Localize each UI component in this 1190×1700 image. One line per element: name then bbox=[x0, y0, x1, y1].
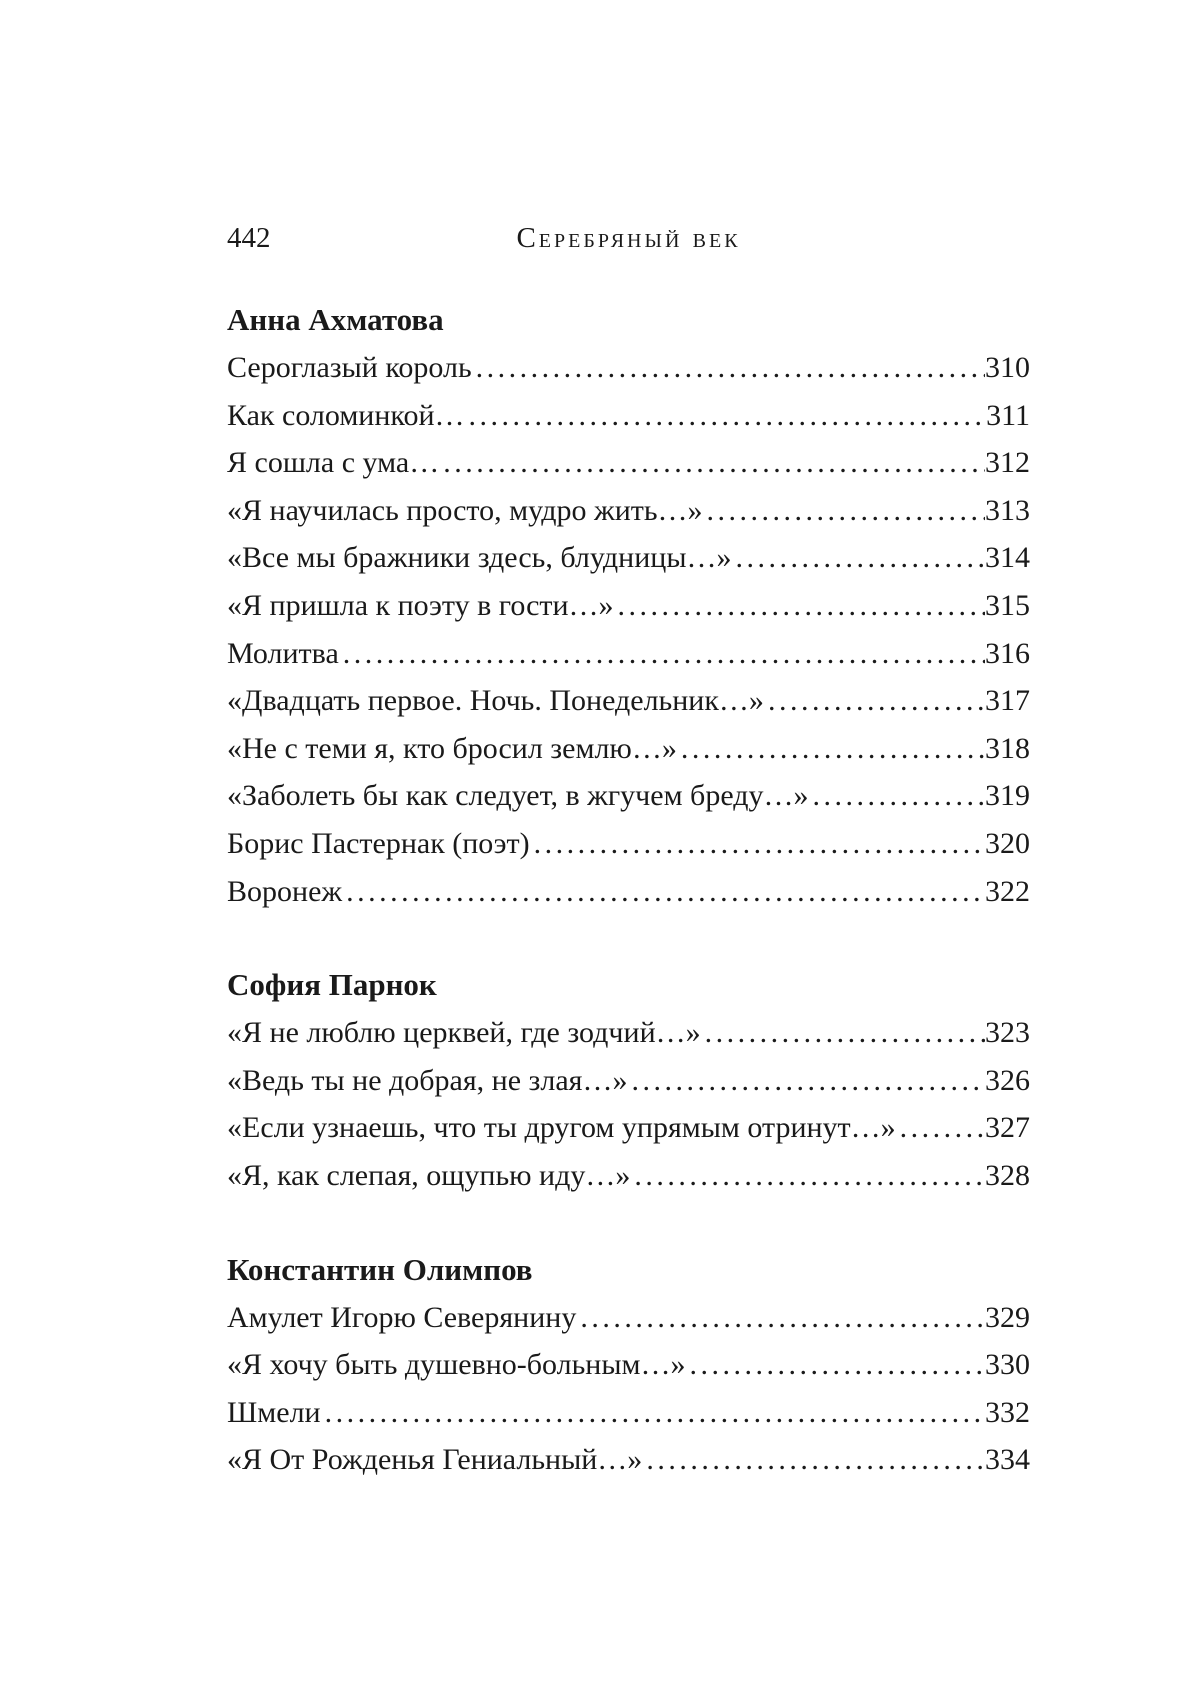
toc-entry[interactable] bbox=[227, 630, 1030, 678]
toc-entry[interactable] bbox=[227, 820, 1030, 868]
toc-section-olimpov bbox=[227, 1246, 1030, 1484]
section-author: Константин Олимпов bbox=[227, 1251, 533, 1287]
dot-leader bbox=[732, 534, 985, 582]
dot-leader bbox=[809, 772, 986, 820]
dot-leader bbox=[896, 1104, 985, 1152]
toc-entry[interactable] bbox=[227, 1152, 1030, 1200]
entry-title: Амулет Игорю Северянину bbox=[227, 1300, 577, 1334]
toc-entry[interactable] bbox=[227, 1341, 1030, 1389]
entry-page: 319 bbox=[985, 779, 1030, 813]
entry-title: «Все мы бражники здесь, блудницы…» bbox=[227, 541, 732, 575]
dot-leader bbox=[614, 582, 985, 630]
dot-leader bbox=[701, 1009, 985, 1057]
entry-title: «Ведь ты не добрая, не злая…» bbox=[227, 1063, 628, 1097]
toc-entry[interactable] bbox=[227, 772, 1030, 820]
toc-section-parnok bbox=[227, 961, 1030, 1199]
entry-title: «Если узнаешь, что ты другом упрямым отринут…» bbox=[227, 1111, 896, 1145]
entry-title: Молитва bbox=[227, 636, 339, 670]
entry-page: 323 bbox=[985, 1016, 1030, 1050]
entry-title: «Не с теми я, кто бросил землю…» bbox=[227, 731, 677, 765]
entry-page: 330 bbox=[985, 1348, 1030, 1382]
toc-entry[interactable] bbox=[227, 439, 1030, 487]
toc-entry[interactable] bbox=[227, 1057, 1030, 1105]
dot-leader bbox=[530, 820, 985, 868]
entry-title: Воронеж bbox=[227, 874, 343, 908]
toc-entry[interactable] bbox=[227, 392, 1030, 440]
dot-leader bbox=[677, 725, 985, 773]
entry-page: 318 bbox=[985, 731, 1030, 765]
dot-leader bbox=[576, 1294, 985, 1342]
dot-leader bbox=[630, 1152, 985, 1200]
entry-page: 316 bbox=[985, 636, 1030, 670]
dot-leader bbox=[342, 868, 985, 916]
dot-leader bbox=[465, 392, 987, 440]
dot-leader bbox=[686, 1341, 986, 1389]
section-author: Анна Ахматова bbox=[227, 302, 444, 337]
entry-title: «Я, как слепая, ощупью иду…» bbox=[227, 1158, 631, 1192]
toc-entry[interactable] bbox=[227, 725, 1030, 773]
toc-entry[interactable] bbox=[227, 582, 1030, 630]
entry-list bbox=[227, 1294, 1030, 1484]
entry-list bbox=[227, 344, 1030, 915]
toc-entry[interactable] bbox=[227, 677, 1030, 725]
toc-entry[interactable] bbox=[227, 1009, 1030, 1057]
dot-leader bbox=[472, 344, 985, 392]
entry-title: Сероглазый король bbox=[227, 351, 472, 384]
toc-entry[interactable] bbox=[227, 1104, 1030, 1152]
entry-page: 310 bbox=[985, 351, 1030, 384]
entry-title: Борис Пастернак (поэт) bbox=[227, 826, 530, 860]
section-author: София Парнок bbox=[227, 967, 437, 1003]
entry-title: «Заболеть бы как следует, в жгучем бреду…» bbox=[227, 779, 809, 813]
entry-title: «Я пришла к поэту в гости…» bbox=[227, 588, 614, 622]
page-number: 442 bbox=[227, 222, 271, 254]
dot-leader bbox=[439, 439, 985, 487]
entry-title: «Я научилась просто, мудро жить…» bbox=[227, 493, 703, 527]
toc-entry[interactable] bbox=[227, 1389, 1030, 1437]
toc-entry[interactable] bbox=[227, 1436, 1030, 1484]
toc-entry[interactable] bbox=[227, 1294, 1030, 1342]
entry-title: Шмели bbox=[227, 1395, 321, 1429]
dot-leader bbox=[339, 630, 985, 678]
entry-page: 312 bbox=[985, 446, 1030, 480]
entry-title: «Я От Рожденья Гениальный…» bbox=[227, 1443, 643, 1477]
dot-leader bbox=[764, 677, 985, 725]
entry-title: Как соломинкой… bbox=[227, 398, 465, 432]
toc-entry[interactable] bbox=[227, 487, 1030, 535]
entry-title: «Я хочу быть душевно-больным…» bbox=[227, 1348, 686, 1382]
running-head bbox=[227, 218, 1030, 258]
entry-title: «Двадцать первое. Ночь. Понедельник…» bbox=[227, 684, 764, 718]
entry-page: 313 bbox=[985, 493, 1030, 527]
dot-leader bbox=[703, 487, 985, 535]
toc-entry[interactable] bbox=[227, 868, 1030, 916]
entry-page: 332 bbox=[985, 1395, 1030, 1429]
entry-page: 322 bbox=[985, 874, 1030, 908]
entry-title: Я сошла с ума… bbox=[227, 446, 440, 480]
entry-list bbox=[227, 1009, 1030, 1199]
toc-entry[interactable] bbox=[227, 344, 1030, 392]
entry-page: 334 bbox=[985, 1443, 1030, 1477]
dot-leader bbox=[642, 1436, 985, 1484]
toc-entry[interactable] bbox=[227, 534, 1030, 582]
entry-page: 320 bbox=[985, 826, 1030, 860]
entry-page: 329 bbox=[985, 1300, 1030, 1334]
table-of-contents bbox=[227, 296, 1030, 1484]
entry-page: 311 bbox=[986, 398, 1030, 432]
entry-page: 328 bbox=[985, 1158, 1030, 1192]
dot-leader bbox=[627, 1057, 985, 1105]
toc-section-akhmatova bbox=[227, 296, 1030, 915]
entry-page: 317 bbox=[985, 684, 1030, 718]
entry-title: «Я не люблю церквей, где зодчий…» bbox=[227, 1016, 701, 1050]
book-title: Серебряный век bbox=[516, 222, 741, 254]
entry-page: 327 bbox=[985, 1111, 1030, 1145]
entry-page: 315 bbox=[985, 588, 1030, 622]
entry-page: 314 bbox=[985, 541, 1030, 575]
entry-page: 326 bbox=[985, 1063, 1030, 1097]
dot-leader bbox=[321, 1389, 985, 1437]
